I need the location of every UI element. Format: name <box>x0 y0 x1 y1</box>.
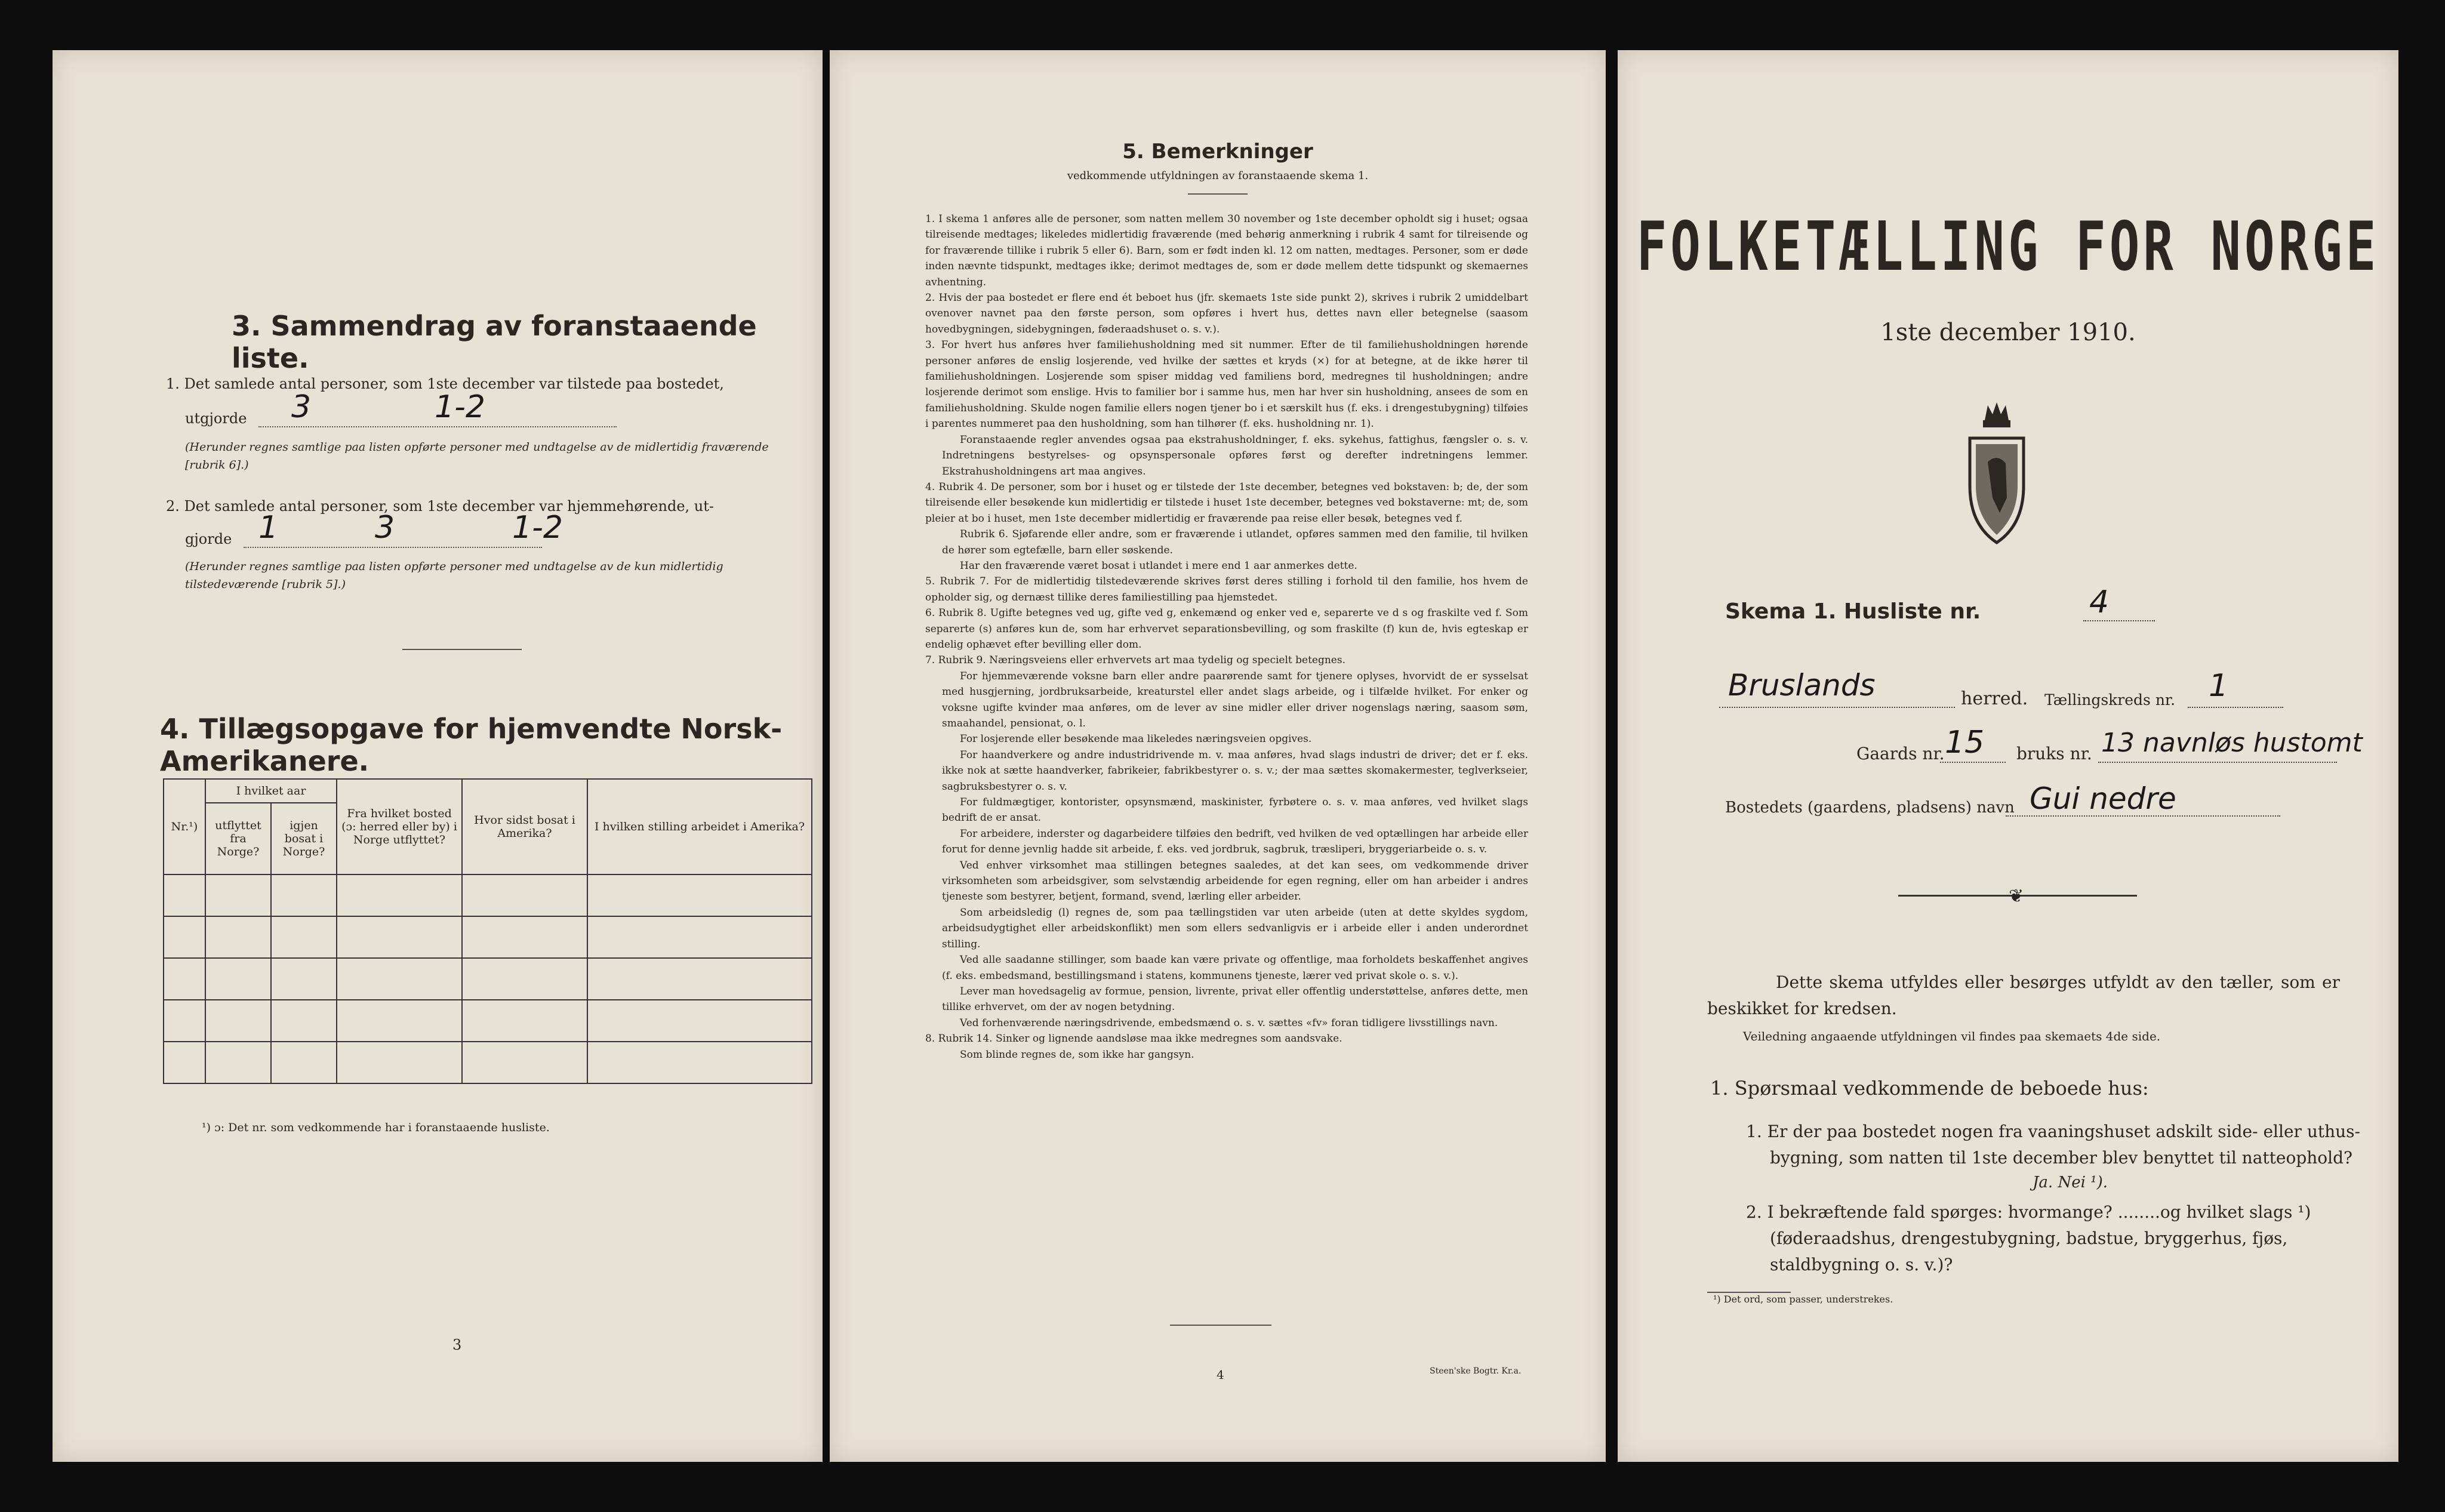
title-divider <box>1188 193 1248 195</box>
table-row <box>164 1000 812 1042</box>
footnote-divider <box>1707 1292 1791 1293</box>
remark-paragraph: For fuldmægtiger, kontorister, opsynsmænd, maskinister, fyrbøtere o. s. v. maa anføres, ved hvilket slags bedrift de er ansat. <box>942 796 1528 824</box>
col-nr: Nr.¹) <box>164 779 205 874</box>
main-title: FOLKETÆLLING FOR NORGE <box>1636 207 2380 287</box>
bruks-value: 13 navnløs hustomt <box>2101 728 2363 758</box>
remark-paragraph: 2. Hvis der paa bostedet er flere end ét beboet hus (jfr. skemaets 1ste side punkt 2), skrives i rubrik 2 umiddelbart ovenover navnet paa den første person, som opføres i hvert hus, dettes navn eller betegnelse (saasom hovedbygningen, sidebygningen, føderaadshuset o. s. v.). <box>925 292 1528 335</box>
item2-value-c: 1-2 <box>512 510 563 546</box>
bruks-line <box>2098 762 2337 763</box>
table-footnote: ¹) ɔ: Det nr. som vedkommende har i foranstaaende husliste. <box>202 1121 550 1134</box>
col-returned: igjen bosat i Norge? <box>271 803 337 874</box>
remark-paragraph: 1. I skema 1 anføres alle de personer, som natten mellem 30 november og 1ste december opholdt sig i huset; ogsaa tilreisende medtages; likeledes midlertidig fraværende (med behørig anmerkning i rubrik 4 samt for tilreisende og for fraværende tillike i rubrik 5 eller 6). Barn, som er født inden kl. 12 om natten, medtages. Personer, som er døde inden nævnte tidspunkt, medtages ikke; derimot medtages de, som er døde mellem dette tidspunkt og skemaernes avhentning. <box>925 213 1528 288</box>
remark-paragraph: For losjerende eller besøkende maa likeledes næringsveien opgives. <box>960 733 1312 746</box>
question-1-answer: Ja. Nei ¹). <box>2033 1174 2108 1191</box>
item2-line <box>244 547 542 548</box>
remark-paragraph: Som arbeidsledig (l) regnes de, som paa tællingstiden var uten arbeide (uten at dette skyldes sygdom, arbeidsudygtighet eller arbeidskonflikt) men som ellers sedvanligvis er i arbeide eller i anden underordnet stilling. <box>942 906 1528 950</box>
remark-paragraph: 4. Rubrik 4. De personer, som bor i huset og er tilstede der 1ste december, betegnes ved bokstaven: b; de, der som tilreisende eller besøkende kun midlertidig er tilstede i huset 1ste december, betegnes ved bokstaverne: mt; de, som pleier at bo i huset, men 1ste december midlertidig er fraværende paa reise eller besøk, betegnes ved f. <box>925 481 1528 525</box>
item2-label: gjorde <box>185 531 232 547</box>
table-row <box>164 874 812 916</box>
remark-paragraph: Har den fraværende været bosat i utlandet i mere end 1 aar anmerkes dette. <box>960 559 1357 572</box>
col-last-residence: Hvor sidst bosat i Amerika? <box>462 779 587 874</box>
item2-value-a: 1 <box>258 510 279 546</box>
guide-text: Veiledning angaaende utfyldningen vil findes paa skemaets 4de side. <box>1743 1029 2161 1043</box>
gaards-label: Gaards nr. <box>1856 744 1945 763</box>
section-3-title: 3. Sammendrag av foranstaaende liste. <box>232 310 757 374</box>
remark-paragraph: Ved forhenværende næringsdrivende, embedsmænd o. s. v. sættes «fv» foran tidligere livsstillings navn. <box>960 1017 1498 1029</box>
skema-label: Skema 1. Husliste nr. <box>1725 599 1981 624</box>
kreds-value: 1 <box>2209 668 2229 704</box>
page-number-3: 3 <box>452 1337 462 1353</box>
remark-paragraph: Lever man hovedsagelig av formue, pension, livrente, privat eller offentlig understøttelse, anføres dette, men tillike erhvervet, om der av nogen betydning. <box>942 985 1528 1014</box>
remark-paragraph: For haandverkere og andre industridrivende m. v. maa anføres, hvad slags industri de driver; det er f. eks. ikke nok at sætte haandverker, fabrikeier, fabrikbestyrer o. s. v.; der maa sættes skomakermester, teglverkseier, sagbruksbestyrer o. s. v. <box>942 749 1528 793</box>
kreds-label: Tællingskreds nr. <box>2044 691 2176 709</box>
table-row <box>164 1042 812 1083</box>
item2-note: (Herunder regnes samtlige paa listen opførte personer med undtagelse av de kun midlertidig tilstedeværende [rubrik 5].) <box>185 560 723 591</box>
item1-line <box>258 426 617 427</box>
question-1: 1. Er der paa bostedet nogen fra vaaningshuset adskilt side- eller uthus-bygning, som natten til 1ste december blev benyttet til natteophold? <box>1746 1122 2360 1168</box>
divider <box>402 649 522 650</box>
gaards-value: 15 <box>1945 725 1985 760</box>
kreds-line <box>2188 707 2283 708</box>
remark-paragraph: 7. Rubrik 9. Næringsveiens eller erhvervets art maa tydelig og specielt betegnes. <box>925 654 1345 667</box>
coat-of-arms-icon <box>1958 396 2036 546</box>
table-row <box>164 958 812 1000</box>
bruks-label: bruks nr. <box>2016 744 2092 763</box>
item1-value-a: 3 <box>291 389 312 425</box>
page-number-4: 4 <box>1217 1368 1224 1382</box>
remarks-subtitle: vedkommende utfyldningen av foranstaaende skema 1. <box>1067 170 1369 182</box>
remark-paragraph: Ved enhver virksomhet maa stillingen betegnes saaledes, at det kan sees, om vedkommende driver virksomheten som arbeidsgiver, som selvstændig arbeidende for egen regning, eller om han arbeider i andres tjeneste som bestyrer, betjent, formand, svend, lærling eller arbeider. <box>942 859 1528 903</box>
bottom-divider <box>1170 1325 1271 1326</box>
item2-value-b: 3 <box>375 510 395 546</box>
remark-paragraph: Ved alle saadanne stillinger, som baade kan være private og offentlige, maa forholdets beskaffenhet angives (f. eks. embedsmand, bestillingsmand i statens, kommunens tjeneste, lærer ved privat skole o. s. v.). <box>942 954 1528 982</box>
remark-paragraph: Foranstaaende regler anvendes ogsaa paa ekstrahusholdninger, f. eks. sykehus, fattighus, fængsler o. s. v. Indretningens bestyrelses- og opsynspersonale opføres først og derefter indretningens lemmer. Ekstrahusholdningens art maa angives. <box>942 433 1528 478</box>
herred-line <box>1719 707 1955 708</box>
census-date: 1ste december 1910. <box>1880 319 2136 346</box>
remarks-title: 5. Bemerkninger <box>1122 140 1313 164</box>
remark-paragraph: For arbeidere, inderster og dagarbeidere tilføies den bedrift, ved hvilken de ved optællingen har arbeide eller forut for denne jevnlig hadde sit arbeide, f. eks. ved jordbruk, sagbruk, træsliperi, bryggeriarbeide o. s. v. <box>942 827 1528 856</box>
remarks-body <box>925 211 1528 1063</box>
remark-paragraph: 3. For hvert hus anføres hver familiehusholdning med sit nummer. Efter de til familiehusholdningen hørende personer anføres de enslig losjerende, ved hvilke der sættes et kryds (×) for at betegne, at de ikke hører til familiehusholdningen. Losjerende som spiser middag ved familiens bord, medregnes til husholdningen; andre losjerende derimot som enslige. Hvis to familier bor i samme hus, men har hver sin husholdning, ansees de som en familiehusholdning. Skulde nogen familie ellers nogen tjener bo i et særskilt hus (f. eks. i drengestubygning) tilføies i parentes nummeret paa den husholdning, som han tilhører (f. eks. husholdning nr. 1). <box>925 339 1528 430</box>
col-emigrated: utflyttet fra Norge? <box>205 803 271 874</box>
remark-paragraph: Rubrik 6. Sjøfarende eller andre, som er fraværende i utlandet, opføres sammen med den familie, til hvilken de hører som egtefælle, barn eller søskende. <box>942 528 1528 556</box>
left-page <box>53 50 823 1462</box>
ornament-icon: ❦ <box>2009 886 2024 907</box>
question-2: 2. I bekræftende fald spørges: hvormange? ........og hvilket slags ¹) (føderaadshus, drengestubygning, badstue, bryggerhus, fjøs, staldbygning o. s. v.)? <box>1746 1202 2311 1274</box>
right-page <box>1618 50 2398 1462</box>
remark-paragraph: 5. Rubrik 7. For de midlertidig tilstedeværende skrives først deres stilling i forhold til den familie, hos hvem de opholder sig, og dernæst tillike deres familiestilling paa hjemstedet. <box>925 575 1528 603</box>
section-4-title: 4. Tillægsopgave for hjemvendte Norsk-Amerikanere. <box>160 713 783 777</box>
herred-value: Bruslands <box>1728 668 1876 703</box>
item1-text: 1. Det samlede antal personer, som 1ste december var tilstede paa bostedet, <box>166 375 724 392</box>
remark-paragraph: Som blinde regnes de, som ikke har gangsyn. <box>960 1048 1194 1061</box>
col-position: I hvilken stilling arbeidet i Amerika? <box>587 779 812 874</box>
remark-paragraph: For hjemmeværende voksne barn eller andre paarørende samt for tjenere oplyses, hvorvidt de er sysselsat med husgjerning, jordbruksarbeide, kreaturstel eller andet slags arbeide, og i tilfælde hvilket. For enker og voksne ugifte kvinder maa anføres, om de lever av sine midler eller driver nogenslags næring, saasom søm, smaahandel, pensionat, o. l. <box>942 670 1528 729</box>
intro-text: Dette skema utfyldes eller besørges utfyldt av den tæller, som er beskikket for kredsen. <box>1707 972 2340 1018</box>
remark-paragraph: 6. Rubrik 8. Ugifte betegnes ved ug, gifte ved g, enkemænd og enker ved e, separerte ve d s og fraskilte ved f. Som separerte (s) anføres kun de, som har erhvervet separationsbevilling, og som fraskilte (f) kun de, hvis egteskap er endelig ophævet efter bevilling eller dom. <box>925 607 1528 651</box>
husliste-nr-value: 4 <box>2089 584 2110 620</box>
middle-page <box>830 50 1606 1462</box>
item1-label: utgjorde <box>185 410 247 427</box>
bosted-value: Gui nedre <box>2030 781 2176 816</box>
item1-note: (Herunder regnes samtlige paa listen opførte personer med undtagelse av de midlertidig fraværende [rubrik 6].) <box>185 441 769 472</box>
bosted-label: Bostedets (gaardens, pladsens) navn <box>1725 799 2015 817</box>
remark-paragraph: 8. Rubrik 14. Sinker og lignende aandsløse maa ikke medregnes som aandsvake. <box>925 1033 1342 1045</box>
herred-label: herred. <box>1961 688 2028 709</box>
gaards-line <box>1940 762 2006 763</box>
item1-value-b: 1-2 <box>435 389 485 425</box>
item2-text: 2. Det samlede antal personer, som 1ste december var hjemmehørende, ut- <box>166 498 714 515</box>
right-footnote: ¹) Det ord, som passer, understrekes. <box>1713 1294 1893 1305</box>
col-which-year: I hvilket aar <box>205 779 337 803</box>
col-from-place: Fra hvilket bosted (ɔ: herred eller by) i Norge utflyttet? <box>337 779 462 874</box>
table-row <box>164 916 812 958</box>
norsk-amerikanere-table <box>163 778 812 1084</box>
printer-mark: Steen'ske Bogtr. Kr.a. <box>1430 1366 1522 1376</box>
questions-heading: 1. Spørsmaal vedkommende de beboede hus: <box>1710 1077 2149 1100</box>
husliste-line <box>2083 620 2155 621</box>
